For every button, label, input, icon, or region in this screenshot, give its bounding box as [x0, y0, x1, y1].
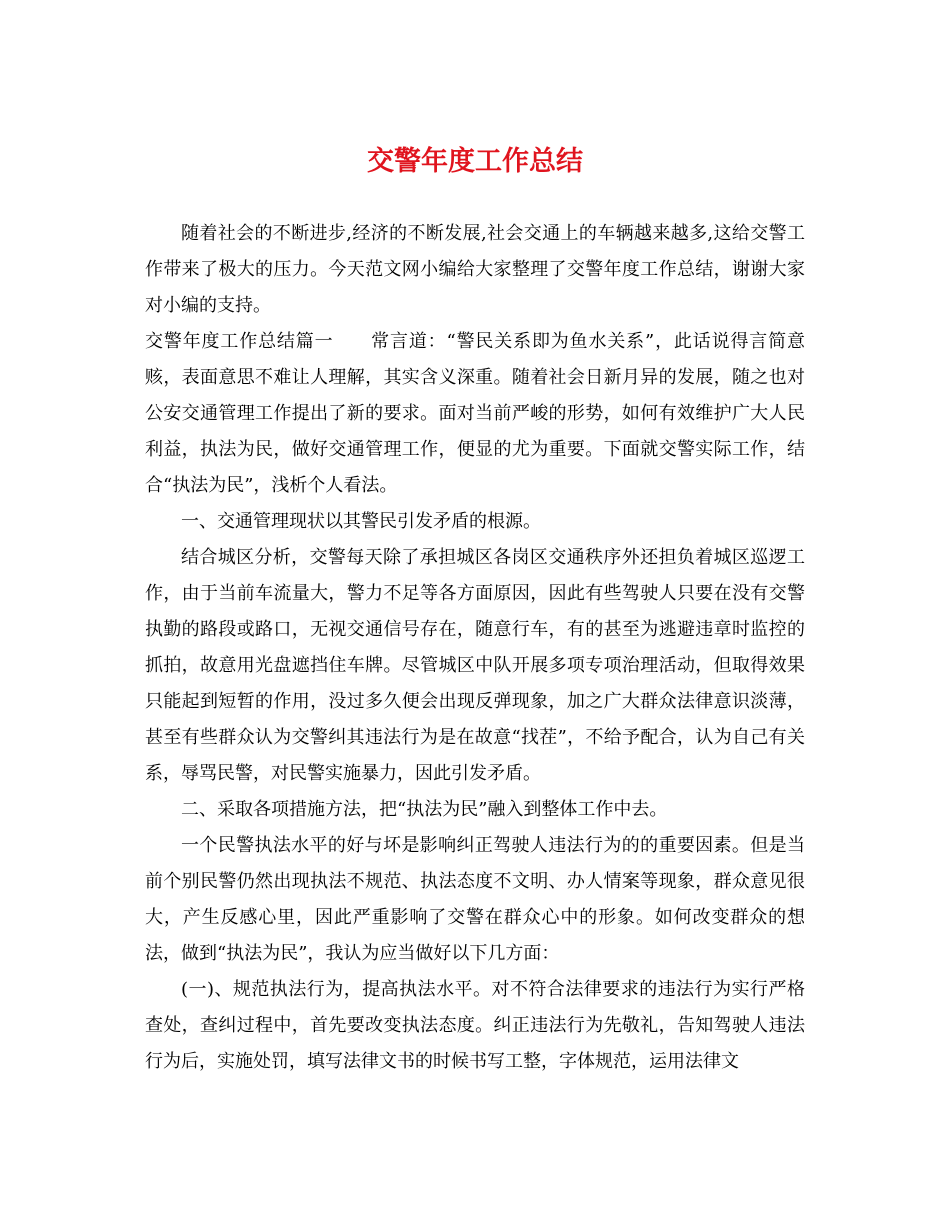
document-title: 交警年度工作总结: [367, 146, 583, 177]
paragraph-section-one-opening: 交警年度工作总结篇一 常言道：“警民关系即为鱼水关系”，此话说得言简意赅，表面意思不难让人理解，其实含义深重。随着社会日新月异的发展，随之也对公安交通管理工作提出了新的要求。面对当前严峻的形势，如何有效维护广大人民利益，执法为民，做好交通管理工作，便显的尤为重要。下面就交警实际工作，结合“执法为民”，浅析个人看法。: [145, 331, 805, 496]
heading-traffic-status: 一、交通管理现状以其警民引发矛盾的根源。: [181, 511, 541, 532]
paragraph-enforcement-level: 一个民警执法水平的好与坏是影响纠正驾驶人违法行为的的重要因素。但是当前个别民警仍然出现执法不规范、执法态度不文明、办人情案等现象，群众意见很大，产生反感心里，因此严重影响了交警在群众心中的形象。如何改变群众的想法，做到“执法为民”，我认为应当做好以下几方面：: [145, 835, 805, 964]
paragraph-intro: 随着社会的不断进步,经济的不断发展,社会交通上的车辆越来越多,这给交警工作带来了极大的压力。今天范文网小编给大家整理了交警年度工作总结，谢谢大家对小编的支持。: [145, 223, 805, 316]
heading-measures: 二、采取各项措施方法，把“执法为民”融入到整体工作中去。: [181, 799, 668, 820]
paragraph-city-analysis: 结合城区分析，交警每天除了承担城区各岗区交通秩序外还担负着城区巡逻工作，由于当前车流量大，警力不足等各方面原因，因此有些驾驶人只要在没有交警执勤的路段或路口，无视交通信号存在，随意行车，有的甚至为逃避违章时监控的抓拍，故意用光盘遮挡住车牌。尽管城区中队开展多项专项治理活动，但取得效果只能起到短暂的作用，没过多久便会出现反弹现象，加之广大群众法律意识淡薄，甚至有些群众认为交警纠其违法行为是在故意“找茬”，不给予配合，认为自己有关系，辱骂民警，对民警实施暴力，因此引发矛盾。: [145, 547, 805, 784]
paragraph-standardize-enforcement: (一)、规范执法行为，提高执法水平。对不符合法律要求的违法行为实行严格查处，查纠过程中，首先要改变执法态度。纠正违法行为先敬礼，告知驾驶人违法行为后，实施处罚，填写法律文书的时候书写工整，字体规范，运用法律文: [145, 979, 805, 1072]
document-body: [145, 216, 805, 1080]
